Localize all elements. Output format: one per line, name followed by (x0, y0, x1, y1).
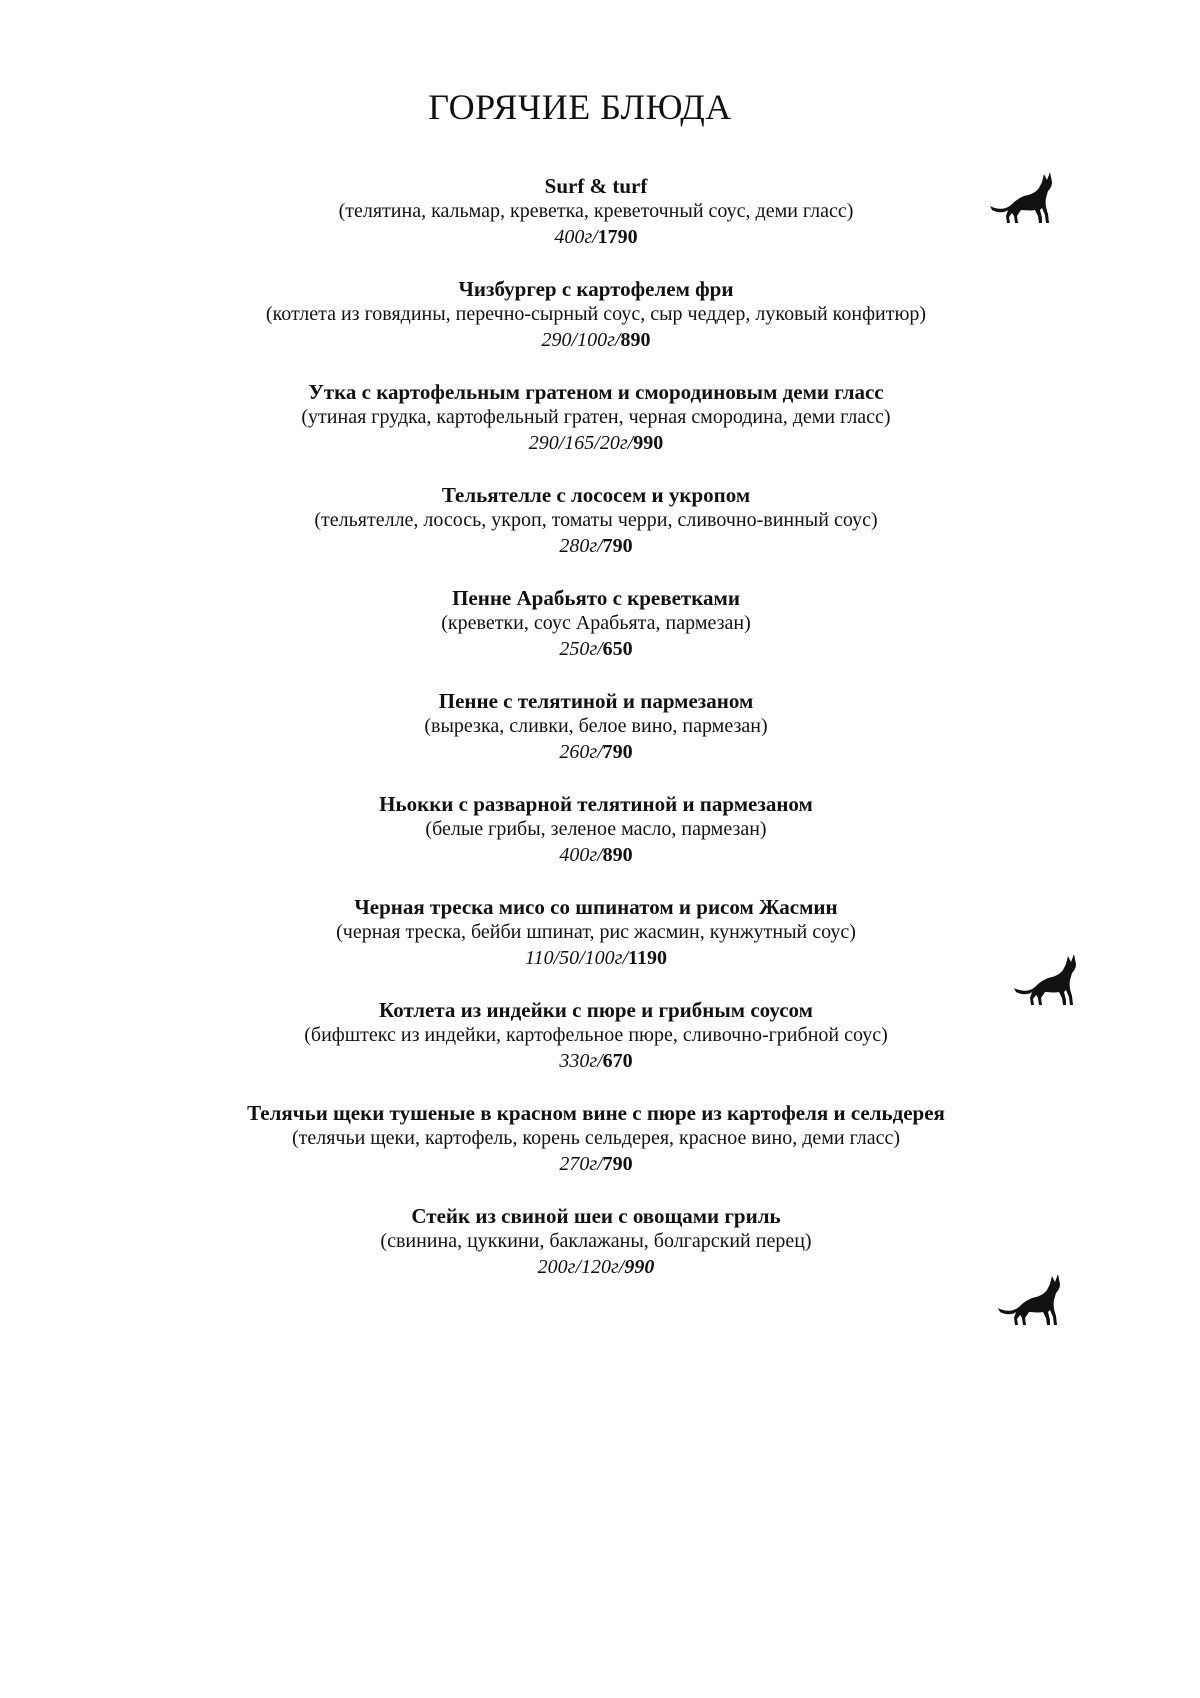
menu-item-description: (бифштекс из индейки, картофельное пюре, сливочно-грибной соус) (304, 1024, 888, 1046)
menu-item (0, 482, 1192, 585)
menu-item-description: (тельятелле, лосось, укроп, томаты черри, сливочно-винный соус) (314, 509, 878, 531)
menu-item-description: (котлета из говядины, перечно-сырный соус, сыр чеддер, луковый конфитюр) (265, 303, 927, 325)
menu-item-weight: 330г/ (559, 1050, 603, 1072)
menu-item-weight: 400г/ (554, 226, 598, 248)
menu-item-price: 790 (602, 535, 633, 557)
menu-item (0, 688, 1192, 791)
menu-item-price: 650 (602, 638, 633, 660)
menu-item-weight: 110/50/100г/ (525, 947, 629, 969)
menu-item-weight: 290/100г/ (541, 329, 621, 351)
menu-item-weight: 250г/ (559, 638, 603, 660)
menu-item-price: 790 (602, 741, 633, 763)
menu-item-name: Котлета из индейки с пюре и грибным соусом (379, 998, 813, 1022)
menu-item-price: 990 (624, 1256, 655, 1278)
menu-item-name: Стейк из свиной шеи с овощами гриль (411, 1204, 781, 1228)
menu-item-price-line (0, 739, 1192, 765)
menu-item (0, 276, 1192, 379)
menu-item-price: 790 (602, 1153, 633, 1175)
menu-item-description: (свинина, цуккини, баклажаны, болгарский перец) (380, 1230, 812, 1252)
fox-silhouette-icon (996, 1272, 1064, 1328)
menu-item-price: 890 (620, 329, 651, 351)
menu-item-price-line (0, 842, 1192, 868)
menu-item-weight: 280г/ (559, 535, 603, 557)
menu-item-price: 670 (602, 1050, 633, 1072)
menu-item-name: Телячьи щеки тушеные в красном вине с пюре из картофеля и сельдерея (247, 1101, 945, 1125)
menu-item (0, 1100, 1192, 1203)
menu-item-price-line (0, 533, 1192, 559)
menu-item-price-line (0, 224, 1192, 250)
menu-item-name: Чизбургер с картофелем фри (458, 277, 734, 301)
menu-item-price: 1190 (628, 947, 667, 969)
menu-item (0, 997, 1192, 1100)
menu-item-name: Ньокки с разварной телятиной и пармезаном (379, 792, 813, 816)
menu-item-price-line (0, 636, 1192, 662)
menu-item-description: (утиная грудка, картофельный гратен, черная смородина, деми гласс) (301, 406, 891, 428)
menu-item-price-line (0, 327, 1192, 353)
menu-item-price: 990 (633, 432, 664, 454)
menu-item-weight: 290/165/20г/ (528, 432, 634, 454)
menu-item-description: (креветки, соус Арабьята, пармезан) (441, 612, 751, 634)
menu-item-price: 890 (602, 844, 633, 866)
menu-list (0, 173, 1192, 1306)
menu-item-description: (телячьи щеки, картофель, корень сельдерея, красное вино, деми гласс) (291, 1127, 901, 1149)
menu-item-name: Черная треска мисо со шпинатом и рисом Жасмин (354, 895, 838, 919)
menu-item-description: (белые грибы, зеленое масло, пармезан) (425, 818, 767, 840)
menu-item-weight: 270г/ (559, 1153, 603, 1175)
menu-item-description: (вырезка, сливки, белое вино, пармезан) (424, 715, 768, 737)
fox-silhouette-icon (988, 170, 1056, 226)
menu-item-name: Утка с картофельным гратеном и смородиновым деми гласс (308, 380, 884, 404)
menu-item-price: 1790 (597, 226, 638, 248)
menu-item (0, 585, 1192, 688)
menu-item-name: Пенне Арабьято с креветками (452, 586, 740, 610)
menu-item-price-line (0, 430, 1192, 456)
menu-item-price-line (0, 1151, 1192, 1177)
menu-item-weight: 400г/ (559, 844, 603, 866)
menu-item-weight: 200г/120г/ (537, 1256, 625, 1278)
fox-silhouette-icon (1012, 952, 1080, 1008)
menu-item-name: Тельятелле с лососем и укропом (441, 483, 751, 507)
page-title: ГОРЯЧИЕ БЛЮДА (428, 87, 732, 127)
menu-item-description: (черная треска, бейби шпинат, рис жасмин, кунжутный соус) (336, 921, 856, 943)
menu-item-name: Пенне с телятиной и пармезаном (438, 689, 754, 713)
menu-item-description: (телятина, кальмар, креветка, креветочный соус, деми гласс) (338, 200, 854, 222)
menu-item (0, 791, 1192, 894)
menu-item-weight: 260г/ (559, 741, 603, 763)
menu-item-price-line (0, 1048, 1192, 1074)
menu-item-name: Surf & turf (544, 174, 648, 198)
menu-item (0, 379, 1192, 482)
